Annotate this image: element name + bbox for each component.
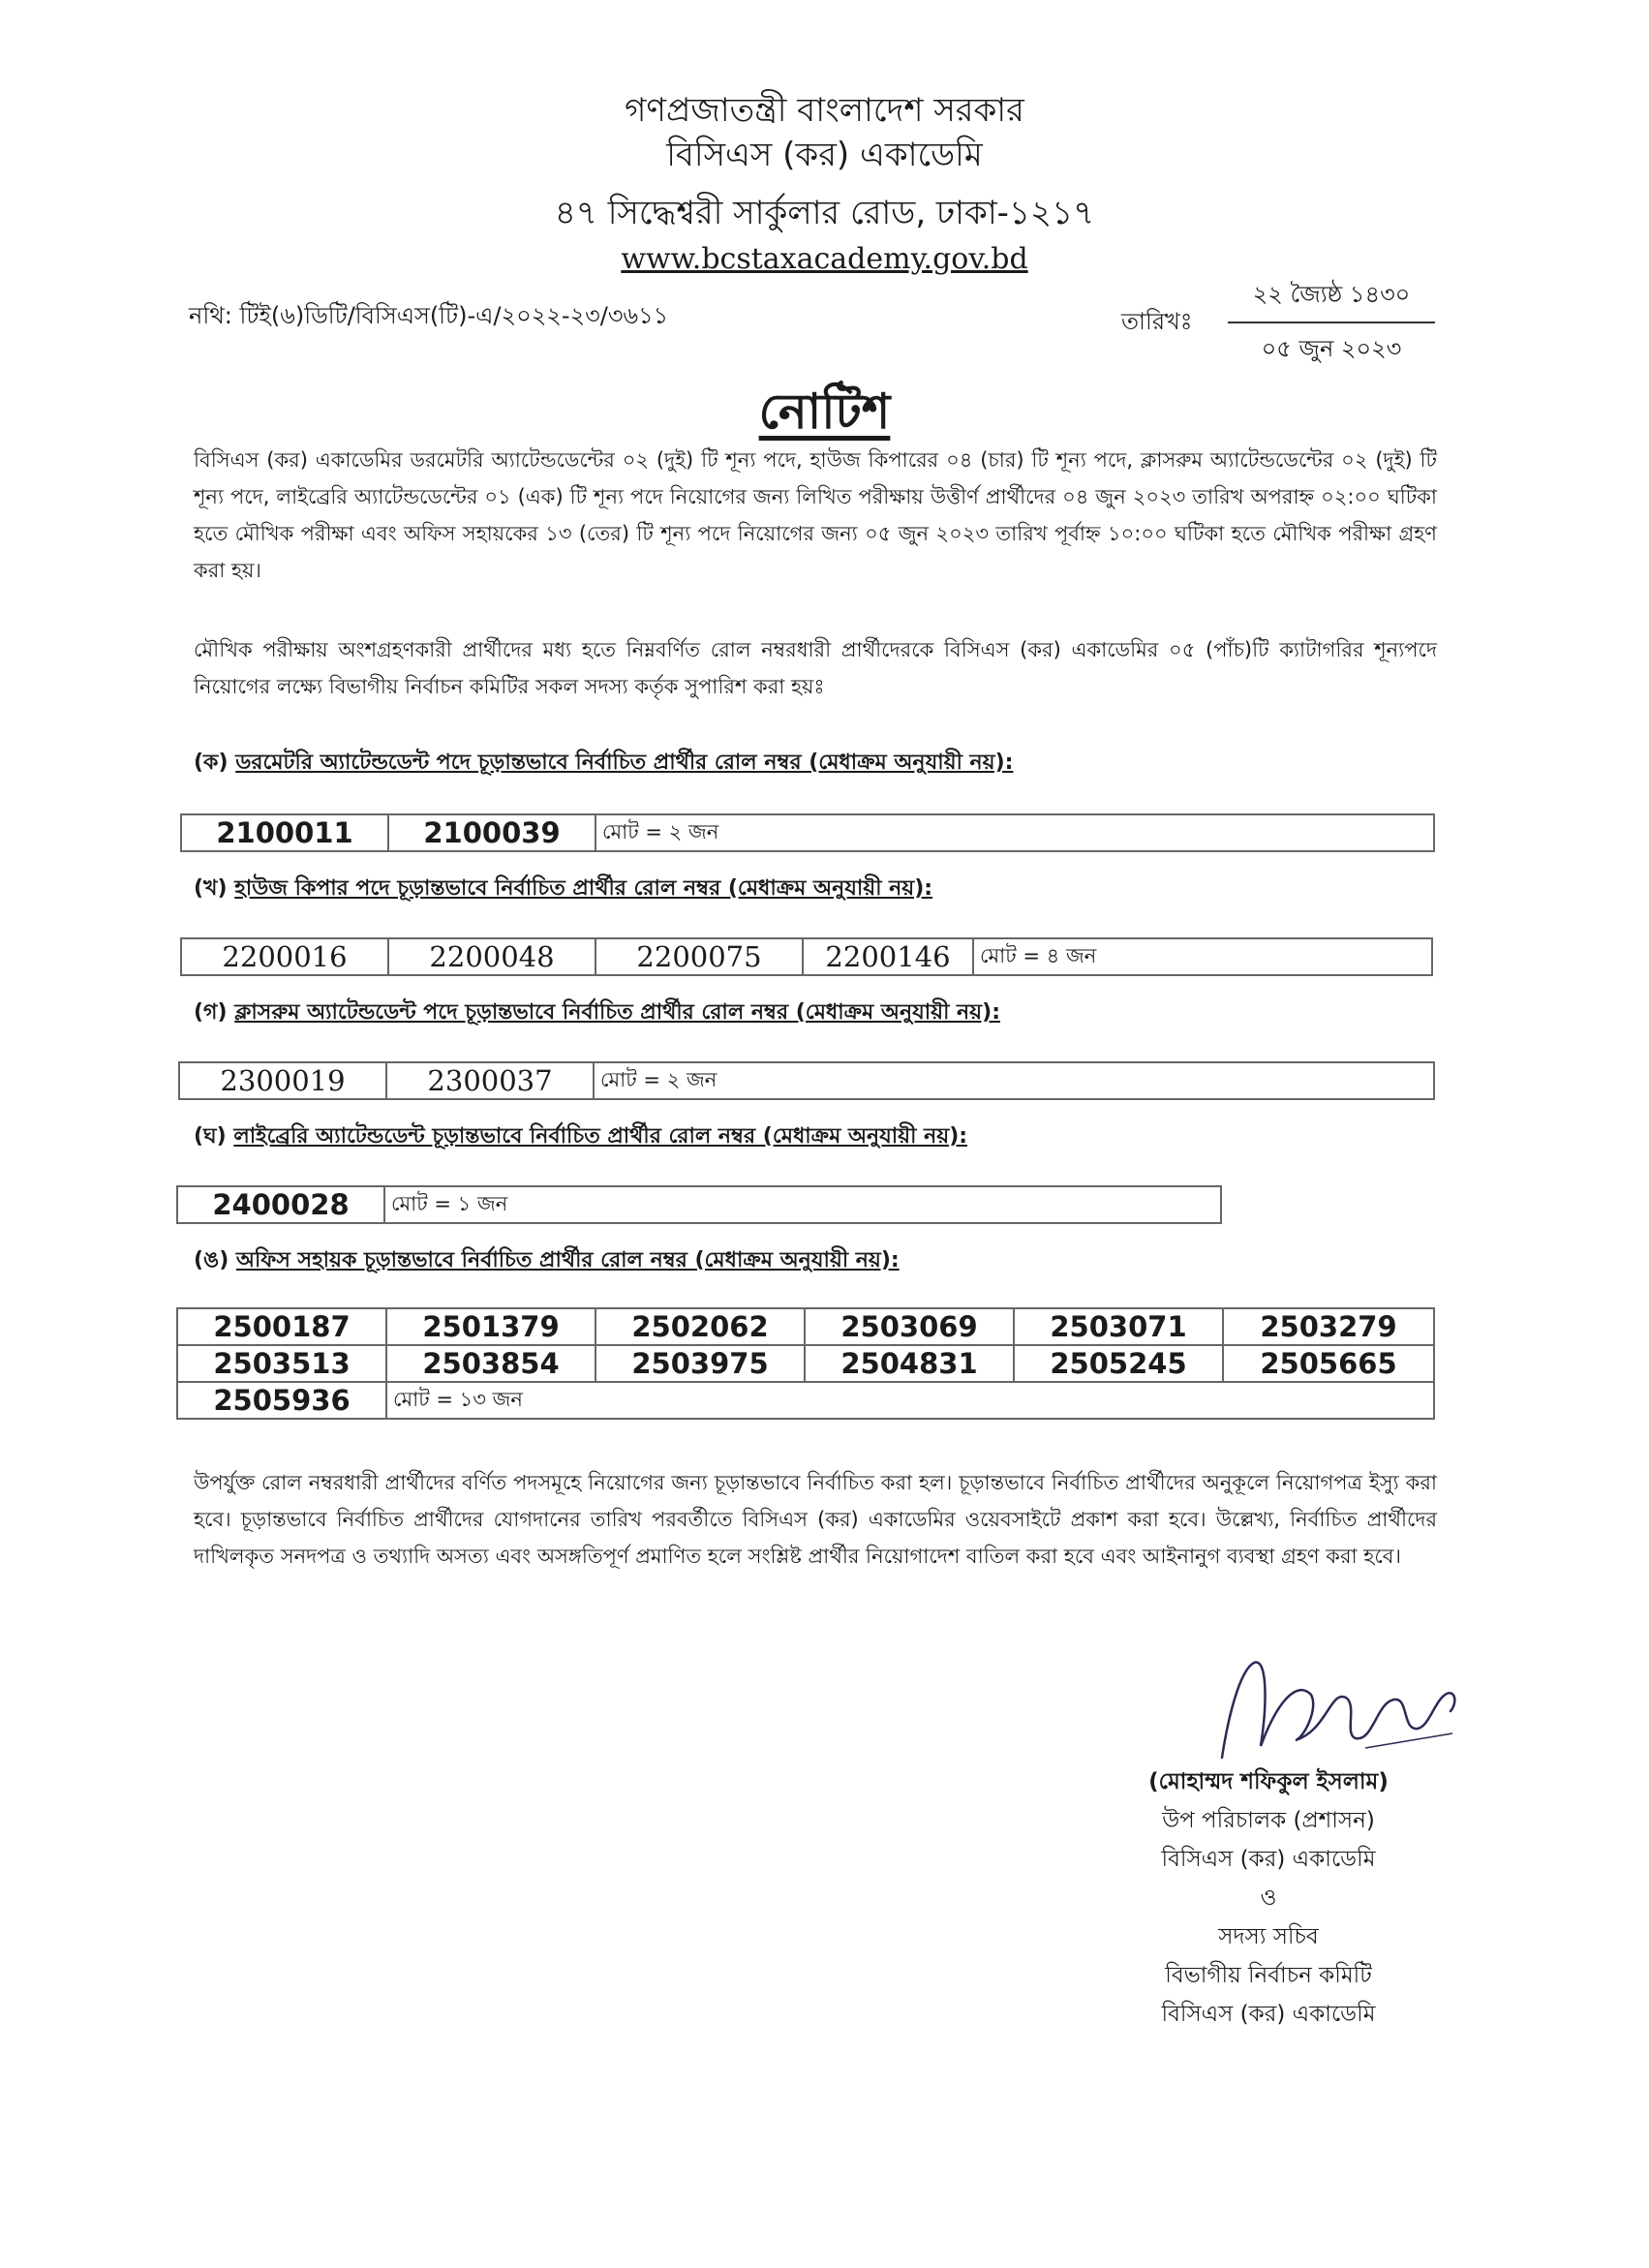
roll-cell: 2505936 — [177, 1382, 386, 1419]
date-label: তারিখঃ — [1121, 308, 1193, 335]
roll-cell: 2503069 — [805, 1308, 1014, 1345]
section-prefix: (খ) — [194, 876, 228, 901]
handwritten-signature — [1210, 1641, 1462, 1771]
signatory-and: ও — [1260, 1885, 1277, 1911]
section-heading-kha — [194, 872, 932, 907]
section-prefix: (গ) — [194, 1000, 228, 1025]
section-title: হাউজ কিপার পদে চূড়ান্তভাবে নির্বাচিত প্রার্থীর রোল নম্বর (মেধাক্রম অনুযায়ী নয়): — [234, 876, 933, 901]
roll-table-dormitory — [180, 813, 1435, 852]
website-link-wrap — [0, 236, 1649, 281]
website-link[interactable]: www.bcstaxacademy.gov.bd — [621, 242, 1028, 276]
roll-cell: 2505665 — [1223, 1345, 1434, 1382]
section-heading-gha — [194, 1119, 967, 1155]
roll-cell: 2503854 — [386, 1345, 595, 1382]
section-heading-uma — [194, 1243, 900, 1279]
signatory-name: (মোহাম্মদ শফিকুল ইসলাম) — [1148, 1769, 1389, 1794]
roll-cell: 2200016 — [181, 938, 388, 975]
roll-cell: 2502062 — [595, 1308, 805, 1345]
total-cell: মোট = ২ জন — [595, 814, 1434, 851]
recommendation-paragraph: মৌখিক পরীক্ষায় অংশগ্রহণকারী প্রার্থীদের মধ্য হতে নিম্নবর্ণিত রোল নম্বরধারী প্রার্থীদেরকে বিসিএস (কর) একাডেমির ০৫ (পাঁচ)টি ক্যাটাগরির শূন্যপদে নিয়োগের লক্ষ্যে বিভাগীয় নির্বাচন কমিটির সকল সদস্য কর্তৃক সুপারিশ করা হয়ঃ — [194, 638, 1437, 698]
table-row — [181, 938, 1432, 975]
signatory-org: বিসিএস (কর) একাডেমি — [1161, 1847, 1376, 1872]
roll-table-house-keeper — [180, 937, 1433, 976]
roll-cell: 2400028 — [177, 1186, 384, 1223]
roll-cell: 2200075 — [595, 938, 803, 975]
section-prefix: (ঘ) — [194, 1124, 227, 1149]
section-title: অফিস সহায়ক চূড়ান্তভাবে নির্বাচিত প্রার্থীর রোল নম্বর (মেধাক্রম অনুযায়ী নয়): — [235, 1248, 900, 1272]
section-prefix: (ঙ) — [194, 1248, 229, 1272]
section-title: ডরমেটরি অ্যাটেন্ডডেন্ট পদে চূড়ান্তভাবে নির্বাচিত প্রার্থীর রোল নম্বর (মেধাক্রম অনুযায়ী নয়): — [235, 751, 1014, 775]
signatory-designation: উপ পরিচালক (প্রশাসন) — [1162, 1808, 1375, 1833]
section-title: ক্লাসরুম অ্যাটেন্ডডেন্ট পদে চূড়ান্তভাবে নির্বাচিত প্রার্থীর রোল নম্বর (মেধাক্রম অনুযায়ী নয়): — [234, 1000, 1000, 1025]
closing-paragraph: উপর্যুক্ত রোল নম্বরধারী প্রার্থীদের বর্ণিত পদসমূহে নিয়োগের জন্য চূড়ান্তভাবে নির্বাচিত করা হল। চূড়ান্তভাবে নির্বাচিত প্রার্থীদের অনুকূলে নিয়োগপত্র ইস্যু করা হবে। চূড়ান্তভাবে নির্বাচিত প্রার্থীদের যোগদানের তারিখ পরবর্তীতে বিসিএস (কর) একাডেমির ওয়েবসাইটে প্রকাশ করা হবে। উল্লেখ্য, নির্বাচিত প্রার্থীদের দাখিলকৃত সনদপত্র ও তথ্যাদি অসত্য এবং অসঙ্গতিপূর্ণ প্রমাণিত হলে সংশ্লিষ্ট প্রার্থীর নিয়োগাদেশ বাতিল করা হবে এবং আইনানুগ ব্যবস্থা গ্রহণ করা হবে। — [194, 1471, 1437, 1568]
table-row — [177, 1308, 1434, 1345]
table-row — [181, 814, 1434, 851]
roll-cell: 2500187 — [177, 1308, 386, 1345]
signatory-committee: বিভাগীয় নির্বাচন কমিটি — [1165, 1963, 1372, 1988]
section-title: লাইব্রেরি অ্যাটেন্ডডেন্ট চূড়ান্তভাবে নির্বাচিত প্রার্থীর রোল নম্বর (মেধাক্রম অনুযায়ী নয়): — [233, 1124, 968, 1149]
roll-cell: 2300019 — [179, 1062, 386, 1099]
file-reference: নথি: টিই(৬)ডিটি/বিসিএস(টি)-এ/২০২২-২৩/৩৬১১ — [189, 302, 669, 329]
section-heading-ka — [194, 746, 1013, 782]
roll-cell: 2300037 — [386, 1062, 594, 1099]
total-cell: মোট = ১ জন — [384, 1186, 1221, 1223]
roll-table-library — [176, 1185, 1222, 1224]
table-row — [179, 1062, 1434, 1099]
roll-cell: 2200048 — [388, 938, 595, 975]
date-gregorian: ০৫ জুন ২০২৩ — [1261, 335, 1402, 362]
date-bangla: ২২ জ্যৈষ্ঠ ১৪৩০ — [1228, 277, 1435, 323]
total-cell: মোট = ৪ জন — [973, 938, 1432, 975]
roll-cell: 2100039 — [388, 814, 595, 851]
academy-address: ৪৭ সিদ্ধেশ্বরী সার্কুলার রোড, ঢাকা-১২১৭ — [554, 194, 1095, 232]
date-box — [1228, 277, 1435, 370]
roll-cell: 2200146 — [803, 938, 973, 975]
govt-name: গণপ্রজাতন্ত্রী বাংলাদেশ সরকার — [625, 91, 1024, 130]
notice-title: নোটিশ — [758, 383, 891, 440]
roll-cell: 2503975 — [595, 1345, 805, 1382]
section-heading-ga — [194, 996, 1000, 1031]
signatory-block — [1123, 1762, 1414, 2034]
roll-cell: 2100011 — [181, 814, 388, 851]
signatory-org2: বিসিএস (কর) একাডেমি — [1161, 2002, 1376, 2027]
total-cell: মোট = ১৩ জন — [386, 1382, 1434, 1419]
roll-cell: 2503071 — [1014, 1308, 1223, 1345]
academy-name: বিসিএস (কর) একাডেমি — [666, 136, 983, 174]
signatory-role: সদস্য সচিব — [1218, 1924, 1319, 1949]
roll-cell: 2501379 — [386, 1308, 595, 1345]
roll-cell: 2503279 — [1223, 1308, 1434, 1345]
roll-cell: 2505245 — [1014, 1345, 1223, 1382]
roll-cell: 2504831 — [805, 1345, 1014, 1382]
intro-paragraph: বিসিএস (কর) একাডেমির ডরমেটরি অ্যাটেন্ডডেন্টের ০২ (দুই) টি শূন্য পদে, হাউজ কিপারের ০৪ (চার) টি শূন্য পদে, ক্লাসরুম অ্যাটেন্ডডেন্টের ০২ (দুই) টি শূন্য পদে, লাইব্রেরি অ্যাটেন্ডডেন্টের ০১ (এক) টি শূন্য পদে নিয়োগের জন্য লিখিত পরীক্ষায় উত্তীর্ণ প্রার্থীদের ০৪ জুন ২০২৩ তারিখ অপরাহ্ন ০২:০০ ঘটিকা হতে মৌখিক পরীক্ষা এবং অফিস সহায়কের ১৩ (তের) টি শূন্য পদে নিয়োগের জন্য ০৫ জুন ২০২৩ তারিখ পূর্বাহ্ন ১০:০০ ঘটিকা হতে মৌখিক পরীক্ষা গ্রহণ করা হয়। — [194, 448, 1437, 582]
total-cell: মোট = ২ জন — [594, 1062, 1434, 1099]
table-row — [177, 1382, 1434, 1419]
roll-table-classroom — [178, 1061, 1435, 1100]
roll-cell: 2503513 — [177, 1345, 386, 1382]
table-row — [177, 1186, 1221, 1223]
section-prefix: (ক) — [194, 751, 229, 775]
roll-table-office-assistant — [176, 1307, 1435, 1420]
table-row — [177, 1345, 1434, 1382]
